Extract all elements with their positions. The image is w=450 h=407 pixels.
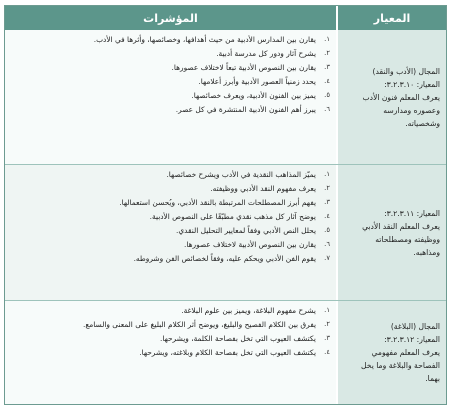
indicator-number: ٢.: [324, 48, 330, 57]
indicator-number: ٦.: [324, 239, 330, 248]
indicator-text: يفرق بين الكلام الفصيح والبليغ، ويوضح أثر الكلام البليغ على المعنى والسامع.: [83, 319, 316, 329]
indicator-text: يميز بين الفنون الأدبية، ويعرف خصائصها.: [191, 90, 316, 100]
indicator-number: ٢.: [324, 183, 330, 192]
standard-text: يعرف المعلم مفهومي: [371, 348, 440, 357]
indicator-number: ٣.: [324, 62, 330, 71]
table-header: [5, 6, 446, 30]
indicator-item: [11, 48, 330, 60]
indicator-item: [11, 333, 330, 345]
indicator-text: يحلل النص الأدبي وفقاً لمعايير التحليل النقدي.: [176, 225, 316, 235]
indicator-number: ٤.: [324, 211, 330, 220]
standards-table: [4, 5, 447, 405]
indicator-text: يعرف مفهوم النقد الأدبي ووظيفته.: [210, 183, 316, 193]
indicator-number: ١.: [324, 170, 330, 178]
indicator-item: [11, 197, 330, 209]
indicator-number: ٣.: [324, 333, 330, 342]
standard-text: ووظيفته ومصطلحاته: [375, 234, 440, 244]
standard-text: وعصوره ومدارسه: [383, 105, 440, 115]
indicator-text: يوضح آثار كل مذهب نقدي مطبّقًا على النصوص الأدبية.: [149, 211, 316, 221]
indicator-item: [11, 183, 330, 195]
standard-code: المعيار: ٣.٢.٣.١٢:: [384, 335, 440, 344]
header-indicators: المؤشرات: [5, 6, 338, 30]
indicator-text: يكتشف العيوب التي تخل بفصاحة الكلمة، ويشرحها.: [159, 333, 316, 343]
indicators-cell: [5, 165, 338, 300]
indicator-number: ١.: [324, 306, 330, 314]
indicator-number: ٤.: [324, 347, 330, 356]
indicators-cell: [5, 301, 338, 404]
table-row: [5, 164, 446, 300]
indicator-text: يكتشف العيوب التي تخل بفصاحة الكلام وبلاغته، ويشرحها.: [139, 347, 316, 357]
indicator-text: يحدد زمنياً العصور الأدبية وأبرز أعلامها.: [198, 76, 316, 86]
indicator-item: [11, 104, 330, 116]
standard-text: الفصاحة والبلاغة وما يخل: [361, 361, 440, 370]
indicator-item: [11, 347, 330, 359]
indicator-number: ٣.: [324, 197, 330, 206]
indicator-text: يقارن بين النصوص الأدبية تبعاً لاختلاف عصورها.: [171, 62, 316, 72]
indicators-cell: [5, 30, 338, 164]
indicator-text: يقوم الفن الأدبي ويحكم عليه، وفقاً لخصائص الفن وشروطه.: [133, 253, 316, 263]
indicator-text: يبرز أهم الفنون الأدبية المنتشرة في كل عصر.: [175, 104, 316, 114]
indicator-item: [11, 76, 330, 88]
standard-text: يعرف المعلم فنون الأدب: [362, 92, 440, 102]
indicator-text: يقارن بين المدارس الأدبية من حيث أهدافها، وخصائصها، وأثرها في الأدب.: [93, 35, 316, 44]
standard-code: المعيار: ٣.٢.٣.١٠:: [384, 79, 440, 89]
indicator-number: ٥.: [324, 225, 330, 234]
indicator-item: [11, 319, 330, 331]
standard-code: المعيار: ٣.٢.٣.١١:: [384, 208, 440, 218]
indicator-text: يقارن بين النصوص الأدبية لاختلاف عصورها.: [184, 239, 316, 249]
standard-text: بهما.: [425, 374, 440, 383]
indicator-item: [11, 253, 330, 265]
header-standard: المعيار: [373, 11, 411, 25]
indicator-text: يميّز المذاهب النقدية في الأدب ويشرح خصائصها.: [166, 170, 316, 179]
standard-text: وشخصياته.: [405, 118, 440, 128]
indicator-item: [11, 211, 330, 223]
standard-cell: [338, 165, 446, 300]
indicator-item: [11, 34, 330, 46]
indicator-number: ١.: [324, 35, 330, 43]
indicator-text: يشرح مفهوم البلاغة، ويميز بين علوم البلاغة.: [181, 306, 316, 315]
indicator-text: يشرح آثار ودور كل مدرسة أدبية.: [216, 48, 316, 58]
indicator-number: ٦.: [324, 104, 330, 113]
standard-text: ومذاهبه.: [413, 247, 440, 257]
table-row: [5, 30, 446, 164]
indicator-item: [11, 62, 330, 74]
standard-domain: المجال (الأدب والنقد): [372, 66, 440, 76]
indicator-number: ٧.: [324, 253, 330, 262]
standard-cell: [338, 30, 446, 164]
indicator-item: [11, 169, 330, 181]
indicator-number: ٥.: [324, 90, 330, 99]
standard-domain: المجال (البلاغة): [390, 322, 440, 331]
indicator-item: [11, 305, 330, 317]
indicator-item: [11, 225, 330, 237]
table-row: [5, 300, 446, 404]
indicator-item: [11, 239, 330, 251]
indicator-number: ٤.: [324, 76, 330, 85]
indicator-number: ٢.: [324, 319, 330, 328]
standard-text: يعرف المعلم النقد الأدبي: [362, 221, 440, 231]
indicator-item: [11, 90, 330, 102]
indicator-text: يفهم أبرز المصطلحات المرتبطة بالنقد الأدبي، ويُحسن استعمالها.: [119, 197, 316, 207]
standard-cell: [338, 301, 446, 404]
